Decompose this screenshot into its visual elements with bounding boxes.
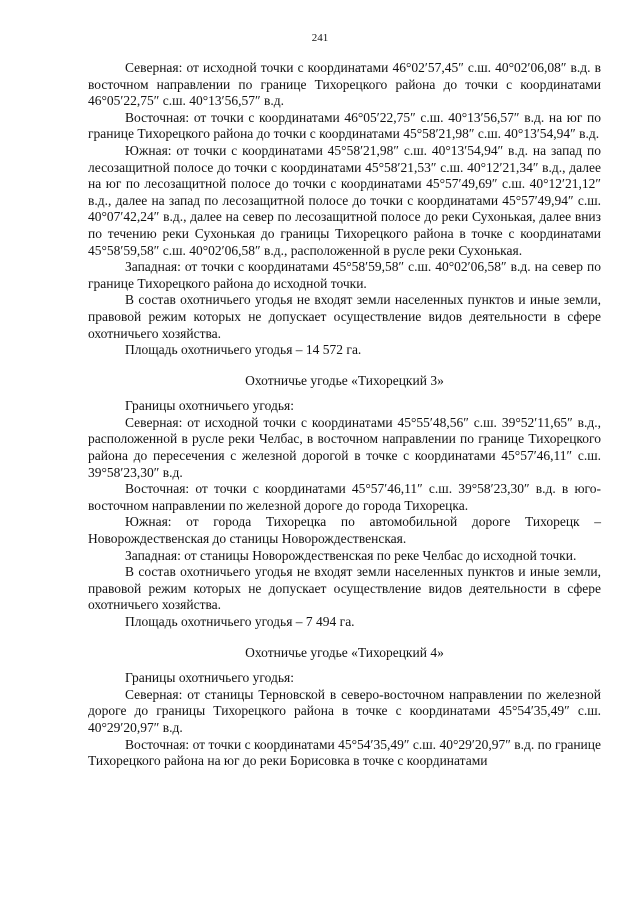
paragraph-boundaries-intro: Границы охотничьего угодья: — [125, 670, 294, 686]
paragraph-area: Площадь охотничьего угодья – 14 572 га. — [125, 342, 362, 358]
paragraph-north-boundary: Северная: от исходной точки с координатами 46°02′57,45″ с.ш. 40°02′06,08″ в.д. в восточном направлении по границе Тихорецкого района до точки с координатами 46°05′22,75″ с.ш. 40°13′56,57″ в.д. — [88, 60, 601, 109]
paragraph-west-boundary: Западная: от станицы Новорождественская по реке Челбас до исходной точки. — [125, 547, 577, 563]
paragraph-excluded-lands: В состав охотничьего угодья не входят земли населенных пунктов и иные земли, правовой режим которых не допускает осуществление видов деятельности в сфере охотничьего хозяйства. — [88, 564, 601, 613]
paragraph-south-boundary: Южная: от точки с координатами 45°58′21,98″ с.ш. 40°13′54,94″ в.д. на запад по лесозащитной полосе до точки с координатами 45°58′21,53″ с.ш. 40°12′21,34″ в.д., далее на юг по лесозащитной полосе до точки с координатами 45°57′49,69″ с.ш. 40°12′21,12″ в.д., далее на запад по лесозащитной полосе до точки с координатами 45°57′49,94″ с.ш. 40°07′42,24″ в.д., далее на север по лесозащитной полосе до реки Сухонькая, далее вниз по течению реки Сухонькая до границы Тихорецкого района в точке с координатами 45°58′59,58″ с.ш. 40°02′06,58″ в.д., расположенной в русле реки Сухонькая. — [88, 142, 601, 258]
section-tikhoretsky-3 — [88, 373, 601, 631]
paragraph-east-boundary: Восточная: от точки с координатами 45°54′35,49″ с.ш. 40°29′20,97″ в.д. по границе Тихорецкого района на юг до реки Борисовка в точке с координатами — [88, 736, 601, 769]
section-tikhoretsky-4 — [88, 645, 601, 770]
paragraph-north-boundary: Северная: от исходной точки с координатами 45°55′48,56″ с.ш. 39°52′11,65″ в.д., расположенной в русле реки Челбас, в восточном направлении по границе Тихорецкого района до пересечения с железной дорогой в точке с координатами 45°57′46,11″ с.ш. 39°58′23,30″ в.д. — [88, 414, 601, 480]
paragraph-boundaries-intro: Границы охотничьего угодья: — [125, 398, 294, 414]
paragraph-west-boundary: Западная: от точки с координатами 45°58′59,58″ с.ш. 40°02′06,58″ в.д. на север по границе Тихорецкого района до исходной точки. — [88, 259, 601, 291]
paragraph-north-boundary: Северная: от станицы Терновской в северо-восточном направлении по железной дороге до границы Тихорецкого района в точке с координатами 45°54′35,49″ с.ш. 40°29′20,97″ в.д. — [88, 686, 601, 735]
section-heading: Охотничье угодье «Тихорецкий 4» — [245, 644, 444, 660]
page-number: 241 — [311, 32, 329, 44]
paragraph-excluded-lands: В состав охотничьего угодья не входят земли населенных пунктов и иные земли, правовой режим которых не допускает осуществление видов деятельности в сфере охотничьего хозяйства. — [88, 292, 601, 341]
document-body — [88, 60, 601, 770]
section-heading: Охотничье угодье «Тихорецкий 3» — [245, 372, 444, 388]
paragraph-east-boundary: Восточная: от точки с координатами 45°57′46,11″ с.ш. 39°58′23,30″ в.д. в юго-восточном направлении по железной дороге до города Тихорецка. — [88, 481, 601, 513]
paragraph-south-boundary: Южная: от города Тихорецка по автомобильной дороге Тихорецк – Новорождественская до станицы Новорождественская. — [88, 514, 601, 547]
paragraph-east-boundary: Восточная: от точки с координатами 46°05′22,75″ с.ш. 40°13′56,57″ в.д. на юг по границе Тихорецкого района до точки с координатами 45°58′21,98″ с.ш. 40°13′54,94″ в.д. — [88, 109, 601, 142]
paragraph-area: Площадь охотничьего угодья – 7 494 га. — [125, 614, 355, 629]
section-tikhoretsky-2-boundaries — [88, 60, 601, 359]
